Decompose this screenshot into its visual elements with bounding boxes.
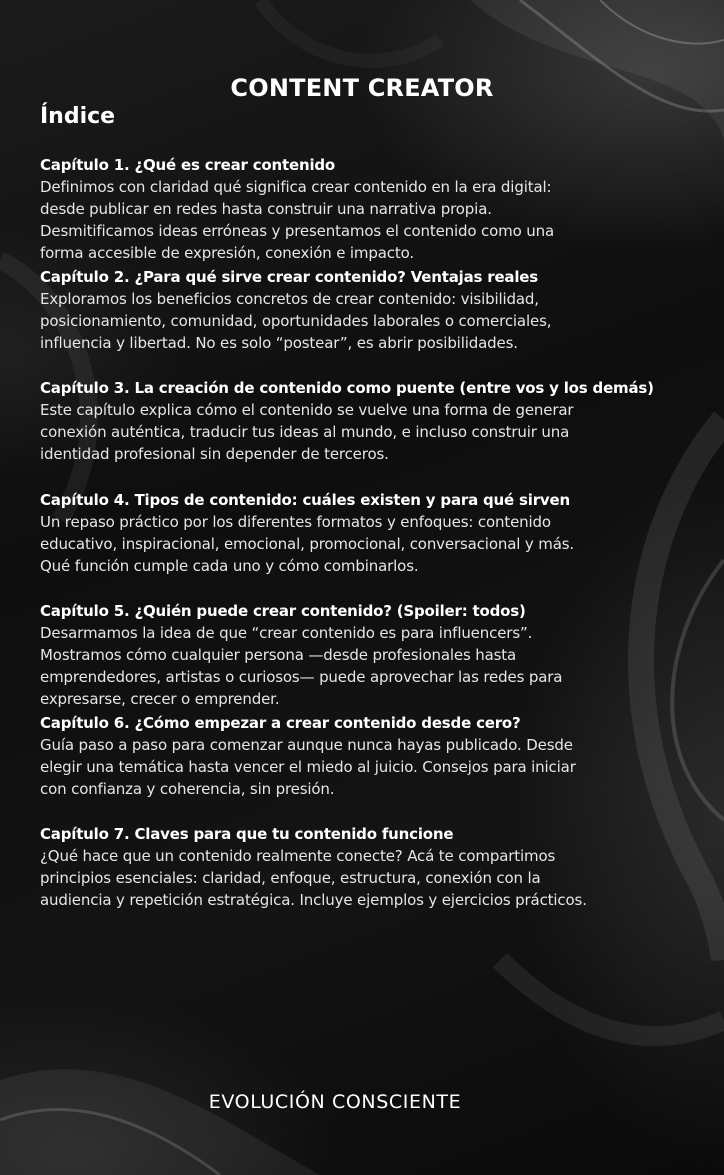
chapter-title: Capítulo 2. ¿Para qué sirve crear contenido? Ventajas reales [40, 267, 538, 286]
chapter-item [40, 377, 700, 489]
chapter-item [40, 823, 700, 935]
chapter-item [40, 712, 700, 824]
chapter-title: Capítulo 4. Tipos de contenido: cuáles existen y para qué sirven [40, 490, 570, 509]
chapter-title: Capítulo 3. La creación de contenido como puente (entre vos y los demás) [40, 379, 654, 397]
chapter-description: Exploramos los beneficios concretos de crear contenido: visibilidad, posicionamiento, comunidad, oportunidades laborales o comerciales, influencia y libertad. No es solo “postear”, es abrir posibilidades. [40, 289, 552, 352]
chapter-description: Guía paso a paso para comenzar aunque nunca hayas publicado. Desde elegir una temática hasta vencer el miedo al juicio. Consejos para iniciar con confianza y coherencia, sin presión. [40, 735, 576, 798]
chapter-title: Capítulo 7. Claves para que tu contenido funcione [40, 825, 454, 843]
chapter-description: Desarmamos la idea de que “crear contenido es para influencers”. Mostramos cómo cualquier persona —desde profesionales hasta emprendedores, artistas o curiosos— puede aprovechar las redes para expresarse, crecer o emprender. [40, 624, 563, 708]
chapter-description: Un repaso práctico por los diferentes formatos y enfoques: contenido educativo, inspiracional, emocional, promocional, conversacional y más. Qué función cumple cada uno y cómo combinarlos. [40, 512, 575, 575]
chapter-item [40, 489, 700, 601]
chapter-description: Definimos con claridad qué significa crear contenido en la era digital: desde publicar en redes hasta construir una narrativa propia. Desmitificamos ideas erróneas y presentamos el contenido como una forma accesible de expresión, conexión e impacto. [40, 178, 555, 262]
chapter-description: ¿Qué hace que un contenido realmente conecte? Acá te compartimos principios esenciales: claridad, enfoque, estructura, conexión con la audiencia y repetición estratégica. Incluye ejemplos y ejercicios prácticos. [40, 847, 587, 909]
document-title: CONTENT CREATOR [230, 74, 494, 102]
chapter-item [40, 600, 700, 712]
chapter-description: Este capítulo explica cómo el contenido se vuelve una forma de generar conexión auténtica, traducir tus ideas al mundo, e incluso construir una identidad profesional sin depender de terceros. [40, 401, 574, 463]
index-heading: Índice [40, 104, 116, 129]
chapter-item [40, 266, 700, 378]
chapter-item [40, 154, 700, 266]
chapter-title: Capítulo 5. ¿Quién puede crear contenido? (Spoiler: todos) [40, 602, 526, 620]
chapter-title: Capítulo 6. ¿Cómo empezar a crear contenido desde cero? [40, 713, 521, 732]
chapter-list [40, 154, 700, 935]
chapter-title: Capítulo 1. ¿Qué es crear contenido [40, 156, 336, 174]
footer-brand: EVOLUCIÓN CONSCIENTE [208, 1091, 462, 1113]
